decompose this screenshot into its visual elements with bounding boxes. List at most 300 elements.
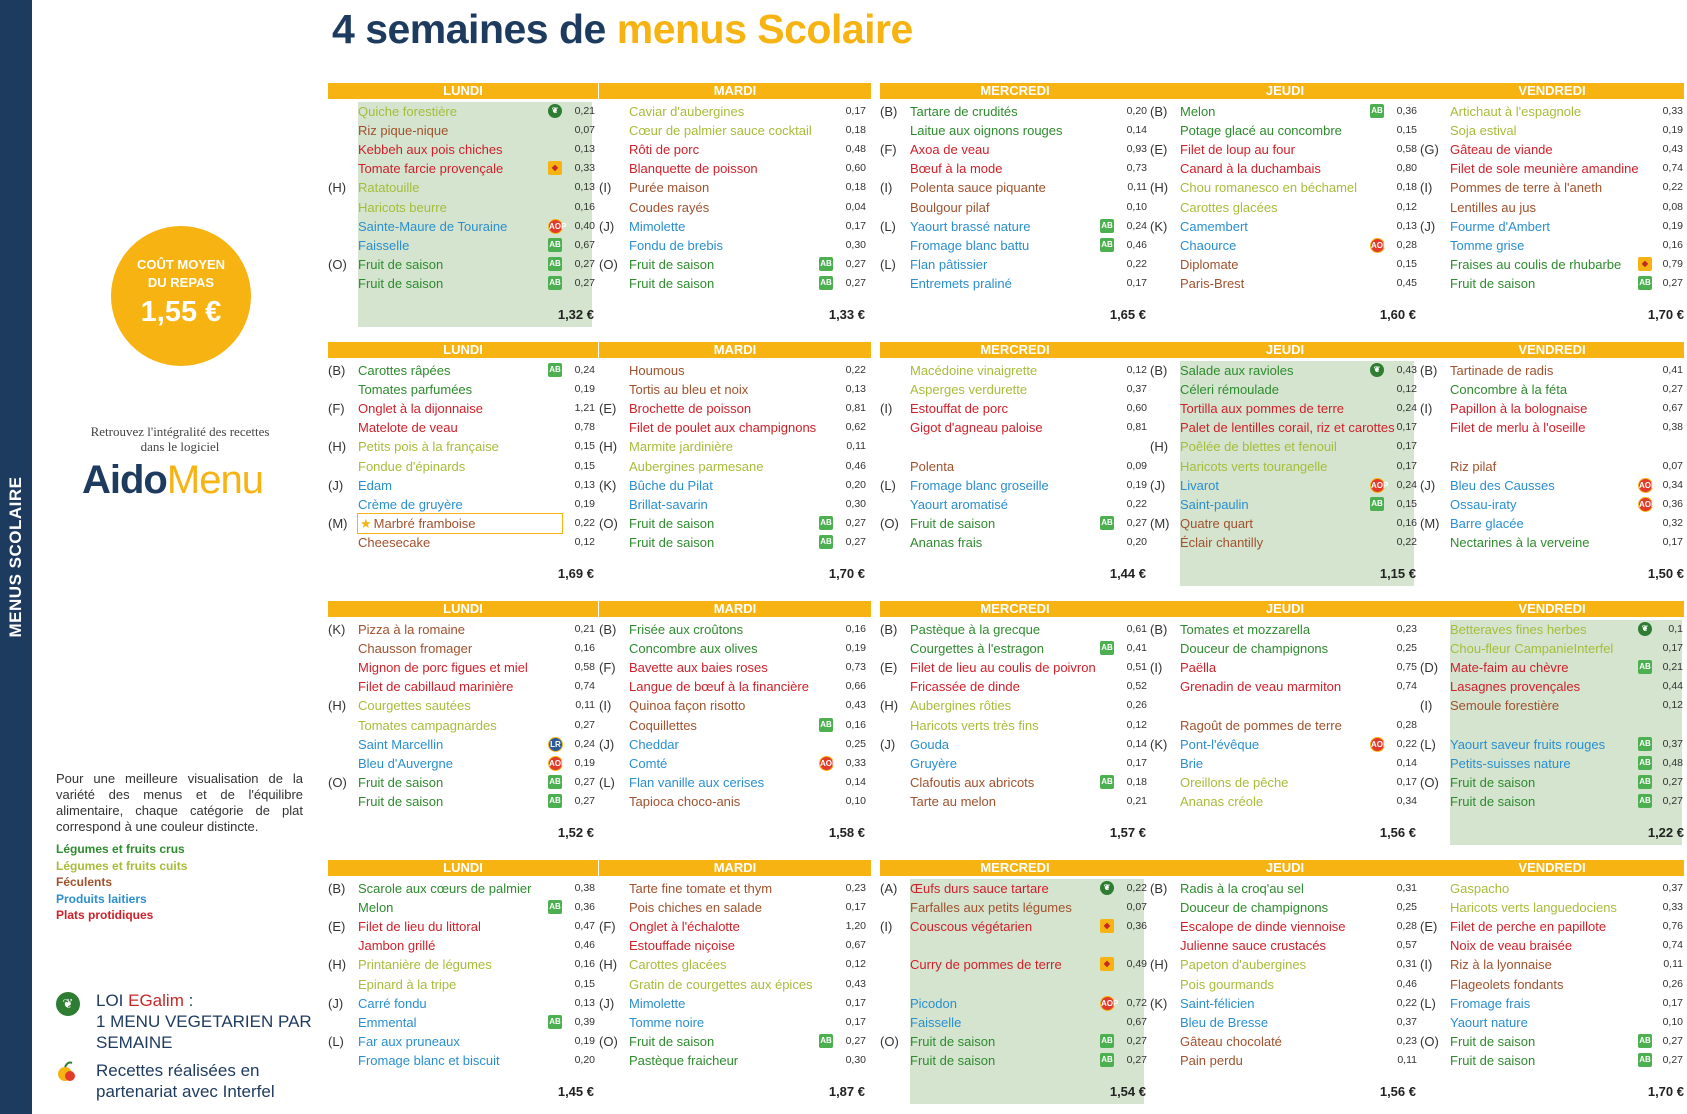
dish-name bbox=[910, 255, 987, 274]
ab-label-icon: AB bbox=[1638, 775, 1652, 789]
menu-item bbox=[328, 879, 596, 898]
dish-label: Clafoutis aux abricots bbox=[910, 774, 1035, 790]
menu-item bbox=[599, 418, 867, 437]
dish-name bbox=[1180, 677, 1341, 696]
item-price: 0,11 bbox=[1127, 181, 1147, 194]
menu-item bbox=[599, 658, 867, 677]
dish-label: Fruit de saison bbox=[629, 275, 715, 291]
menu-item bbox=[1150, 696, 1418, 715]
dish-name bbox=[910, 1032, 995, 1051]
dish-name bbox=[910, 658, 1096, 677]
legend-item: Légumes et fruits crus bbox=[56, 842, 185, 856]
dish-label: Aubergines rôties bbox=[910, 698, 1012, 714]
dish-label: Oreillons de pêche bbox=[1180, 774, 1289, 790]
dish-name bbox=[910, 380, 1027, 399]
item-price: 0,20 bbox=[574, 1053, 595, 1066]
item-price: 0,31 bbox=[1396, 882, 1417, 894]
item-price: 0,67 bbox=[574, 238, 595, 251]
day-header-mercredi: MERCREDI bbox=[880, 601, 1150, 617]
item-price: 0,16 bbox=[574, 958, 595, 971]
dish-name bbox=[910, 639, 1044, 658]
dish-name bbox=[629, 975, 813, 994]
dish-name bbox=[1450, 696, 1559, 715]
day-total: 1,58 € bbox=[828, 825, 865, 840]
dish-name bbox=[1180, 639, 1328, 658]
day-header-mardi: MARDI bbox=[599, 601, 871, 617]
day-menu bbox=[880, 879, 1148, 1104]
item-price: 0,27 bbox=[574, 794, 595, 807]
dish-label: Entremets praliné bbox=[910, 275, 1012, 291]
legend-item: Plats protidiques bbox=[56, 908, 154, 922]
item-price: 0,78 bbox=[574, 421, 595, 434]
item-price: 0,20 bbox=[1126, 105, 1147, 117]
dish-name bbox=[358, 773, 443, 792]
dish-label: Ananas créole bbox=[1180, 793, 1264, 809]
menu-item bbox=[1420, 274, 1684, 293]
dish-label: Poêlée de blettes et fenouil bbox=[1180, 439, 1337, 455]
item-code: (L) bbox=[1420, 736, 1436, 752]
dish-label: Bûche du Pilat bbox=[629, 477, 713, 493]
ab-label-icon: AB bbox=[1100, 775, 1114, 789]
menu-item bbox=[1150, 677, 1418, 696]
item-price: 0,27 bbox=[1662, 775, 1683, 788]
item-price: 0,16 bbox=[574, 642, 595, 655]
menu-item bbox=[880, 102, 1148, 121]
item-price: 0,27 bbox=[1126, 1034, 1147, 1047]
item-price: 0,45 bbox=[1396, 276, 1417, 289]
menu-item bbox=[1150, 898, 1418, 917]
dish-label: Scarole aux cœurs de palmier bbox=[358, 881, 532, 896]
item-price: 0,11 bbox=[575, 699, 595, 712]
item-price: 0,33 bbox=[574, 162, 595, 175]
day-menu bbox=[599, 620, 867, 845]
dish-label: Pois chiches en salade bbox=[629, 900, 762, 916]
dish-name bbox=[1450, 514, 1524, 533]
dish-name bbox=[1450, 495, 1516, 514]
item-price: 0,43 bbox=[845, 977, 866, 990]
menu-item bbox=[880, 457, 1148, 476]
dish-name bbox=[358, 514, 562, 533]
dish-name bbox=[1450, 255, 1621, 274]
item-price: 0,12 bbox=[574, 535, 595, 548]
menu-item bbox=[328, 178, 596, 197]
menu-item bbox=[328, 457, 596, 476]
dish-label: Blanquette de poisson bbox=[629, 161, 758, 177]
dish-label: Ragoût de pommes de terre bbox=[1180, 717, 1342, 733]
ab-label-icon: AB bbox=[1370, 104, 1384, 118]
menu-item bbox=[599, 735, 867, 754]
dish-label: Papeton d'aubergines bbox=[1180, 957, 1307, 973]
dish-label: Quiche forestière bbox=[358, 104, 457, 119]
item-price: 0,14 bbox=[845, 775, 866, 788]
item-price: 0,58 bbox=[574, 661, 595, 674]
day-header-vendredi: VENDREDI bbox=[1420, 83, 1684, 99]
day-total: 1,70 € bbox=[828, 566, 865, 581]
dish-label: Fruit de saison bbox=[910, 515, 996, 531]
menu-item bbox=[599, 792, 867, 811]
item-price: 0,12 bbox=[1396, 200, 1417, 213]
item-price: 0,27 bbox=[1662, 794, 1683, 807]
dish-label: Quinoa façon risotto bbox=[629, 698, 746, 714]
dish-label: Axoa de veau bbox=[910, 142, 990, 158]
dish-label: Fruit de saison bbox=[910, 1033, 996, 1049]
dish-name bbox=[1450, 754, 1571, 773]
dish-name bbox=[910, 418, 1043, 437]
day-menu bbox=[1150, 361, 1418, 586]
dish-label: Lentilles au jus bbox=[1450, 199, 1536, 215]
dish-label: Fraises au coulis de rhubarbe bbox=[1450, 256, 1622, 272]
dish-name bbox=[358, 102, 457, 121]
dish-name bbox=[629, 1051, 738, 1070]
day-total: 1,15 € bbox=[1379, 566, 1416, 581]
dish-name bbox=[629, 255, 714, 274]
dish-label: Chaource bbox=[1180, 237, 1237, 253]
dish-name bbox=[1180, 399, 1344, 418]
item-price: 0,13 bbox=[574, 181, 595, 194]
dish-name bbox=[629, 418, 816, 437]
menu-item bbox=[328, 140, 596, 159]
item-price: 0,17 bbox=[1662, 642, 1683, 655]
item-price: 0,80 bbox=[1396, 162, 1417, 175]
dish-name bbox=[358, 1032, 460, 1051]
logo-part2: Menu bbox=[166, 458, 263, 502]
menu-item bbox=[1150, 1051, 1418, 1070]
item-price: 0,24 bbox=[1126, 219, 1147, 232]
item-code: (H) bbox=[880, 698, 899, 714]
dish-name bbox=[910, 236, 1029, 255]
menu-item bbox=[880, 399, 1148, 418]
item-price: 0,19 bbox=[574, 383, 595, 396]
day-total: 1,45 € bbox=[557, 1084, 594, 1099]
item-code: (J) bbox=[1150, 477, 1166, 493]
dish-label: Tarte fine tomate et thym bbox=[629, 881, 773, 896]
dish-name bbox=[1180, 975, 1274, 994]
dish-label: Julienne sauce crustacés bbox=[1180, 938, 1326, 954]
dish-name bbox=[1450, 236, 1524, 255]
dish-name bbox=[1450, 533, 1589, 552]
dish-label: Ratatouille bbox=[358, 180, 420, 196]
menu-item bbox=[1420, 140, 1684, 159]
menu-item bbox=[1420, 620, 1684, 639]
item-price: 0,43 bbox=[1662, 143, 1683, 156]
day-header-lundi: LUNDI bbox=[328, 342, 598, 358]
item-price: 0,28 bbox=[1396, 238, 1417, 251]
dish-name bbox=[910, 457, 954, 476]
dish-label: Pain perdu bbox=[1180, 1052, 1243, 1068]
dish-label: Yaourt brassé nature bbox=[910, 218, 1031, 234]
menu-item bbox=[880, 178, 1148, 197]
ab-label-icon: AB bbox=[1638, 1053, 1652, 1067]
day-header-mardi: MARDI bbox=[599, 342, 871, 358]
dish-label: Picodon bbox=[910, 995, 957, 1011]
item-price: 0,93 bbox=[1126, 143, 1147, 156]
menu-item bbox=[1420, 217, 1684, 236]
dish-label: Fruit de saison bbox=[910, 1052, 996, 1068]
dish-name bbox=[1180, 236, 1236, 255]
dish-name bbox=[629, 898, 762, 917]
dish-label: Fruit de saison bbox=[1450, 1033, 1536, 1049]
item-price: 0,37 bbox=[1126, 383, 1147, 396]
menu-item bbox=[599, 178, 867, 197]
day-header-vendredi: VENDREDI bbox=[1420, 601, 1684, 617]
item-price: 0,18 bbox=[1126, 775, 1147, 788]
item-price: 0,24 bbox=[574, 737, 595, 750]
menu-item bbox=[1150, 399, 1418, 418]
dish-label: Douceur de champignons bbox=[1180, 641, 1329, 657]
fr-label-icon: ◆ bbox=[1638, 257, 1652, 271]
dish-label: Palet de lentilles corail, riz et carottes bbox=[1180, 420, 1395, 436]
day-total: 1,69 € bbox=[557, 566, 594, 581]
dish-name bbox=[1450, 936, 1572, 955]
menu-item bbox=[1420, 696, 1684, 715]
menu-item bbox=[328, 495, 596, 514]
dish-label: Fruit de saison bbox=[358, 774, 444, 790]
ab-label-icon: AB bbox=[1100, 516, 1114, 530]
dish-label: Tapioca choco-anis bbox=[629, 793, 741, 809]
item-price: 0,52 bbox=[1126, 680, 1147, 693]
item-price: 0,12 bbox=[1126, 718, 1147, 731]
item-price: 0,67 bbox=[1126, 1015, 1147, 1028]
dish-label: Frisée aux croûtons bbox=[629, 622, 744, 637]
dish-name bbox=[629, 955, 727, 974]
item-price: 0,25 bbox=[1396, 901, 1417, 914]
menu-item bbox=[1150, 639, 1418, 658]
menu-item bbox=[328, 917, 596, 936]
menu-item bbox=[1420, 1032, 1684, 1051]
menu-item bbox=[599, 773, 867, 792]
item-price: 0,27 bbox=[574, 276, 595, 289]
dish-name bbox=[358, 792, 443, 811]
dish-name bbox=[1180, 994, 1254, 1013]
item-code: (B) bbox=[1150, 881, 1168, 896]
dish-name bbox=[358, 476, 392, 495]
dish-label: Lasagnes provençales bbox=[1450, 679, 1581, 695]
menu-item bbox=[1150, 495, 1418, 514]
title-part1: 4 semaines de bbox=[332, 6, 617, 52]
item-code: (B) bbox=[599, 622, 617, 637]
dish-name bbox=[358, 955, 492, 974]
menu-item bbox=[328, 677, 596, 696]
aop-label-icon: AOP bbox=[1370, 478, 1385, 493]
menu-item bbox=[1420, 159, 1684, 178]
dish-label: Filet de merlu à l'oseille bbox=[1450, 420, 1586, 436]
menu-item bbox=[880, 754, 1148, 773]
menu-item bbox=[328, 639, 596, 658]
item-price: 0,22 bbox=[1396, 996, 1417, 1009]
menu-item bbox=[599, 140, 867, 159]
dish-name bbox=[1180, 533, 1263, 552]
dish-label: Mignon de porc figues et miel bbox=[358, 660, 528, 676]
dish-name bbox=[358, 437, 499, 456]
item-price: 0,13 bbox=[845, 383, 866, 396]
dish-name bbox=[1180, 754, 1203, 773]
day-menu bbox=[328, 620, 596, 845]
dish-name bbox=[358, 677, 513, 696]
menu-item bbox=[1420, 936, 1684, 955]
dish-label: Saint Marcellin bbox=[358, 736, 444, 752]
day-menu bbox=[599, 361, 867, 586]
ab-label-icon: AB bbox=[1638, 756, 1652, 770]
item-code: (K) bbox=[328, 622, 346, 637]
item-price: 0,04 bbox=[845, 200, 866, 213]
item-price: 0,1 bbox=[1668, 623, 1683, 635]
dish-name bbox=[629, 994, 685, 1013]
menu-item bbox=[1420, 975, 1684, 994]
dish-name bbox=[910, 399, 1008, 418]
dish-label: Gaspacho bbox=[1450, 881, 1510, 896]
item-code: (H) bbox=[328, 957, 347, 973]
menu-item bbox=[328, 255, 596, 274]
dish-name bbox=[1180, 792, 1263, 811]
item-price: 0,21 bbox=[574, 623, 595, 635]
item-price: 0,27 bbox=[1662, 383, 1683, 396]
menu-item bbox=[1420, 121, 1684, 140]
item-code: (B) bbox=[1150, 104, 1168, 119]
menu-item bbox=[1150, 792, 1418, 811]
veg-label-icon: ❦ bbox=[1370, 363, 1384, 377]
dish-name bbox=[629, 361, 685, 380]
menu-item bbox=[880, 677, 1148, 696]
dish-label: Tomate farcie provençale bbox=[358, 161, 504, 177]
dish-name bbox=[629, 754, 667, 773]
menu-item bbox=[1150, 955, 1418, 974]
ab-label-icon: AB bbox=[548, 900, 562, 914]
day-header-jeudi: JEUDI bbox=[1150, 860, 1420, 876]
item-price: 0,79 bbox=[1662, 257, 1683, 270]
item-price: 0,46 bbox=[1126, 238, 1147, 251]
aop-label-icon: AOP bbox=[1370, 737, 1385, 752]
dish-name bbox=[1450, 121, 1516, 140]
day-menu bbox=[328, 102, 596, 327]
item-price: 0,09 bbox=[1126, 459, 1147, 472]
dish-name bbox=[1180, 620, 1310, 639]
item-code: (H) bbox=[599, 439, 618, 455]
promo-text: Retrouvez l'intégralité des recettes dans le logiciel bbox=[90, 424, 270, 454]
item-price: 0,22 bbox=[1396, 535, 1417, 548]
dish-label: Polenta sauce piquante bbox=[910, 180, 1046, 196]
legend-item: Produits laitiers bbox=[56, 891, 147, 906]
dish-label: Coudes rayés bbox=[629, 199, 710, 215]
dish-label: Bleu des Causses bbox=[1450, 477, 1555, 493]
dish-name bbox=[910, 217, 1030, 236]
dish-name bbox=[1180, 1013, 1268, 1032]
menu-item bbox=[599, 1032, 867, 1051]
dish-label: Bavette aux baies roses bbox=[629, 660, 768, 676]
item-price: 0,27 bbox=[1662, 1053, 1683, 1066]
menu-item bbox=[599, 696, 867, 715]
item-price: 1,21 bbox=[574, 402, 595, 415]
dish-name bbox=[910, 495, 1008, 514]
dish-label: Papillon à la bolognaise bbox=[1450, 401, 1588, 417]
day-header-lundi: LUNDI bbox=[328, 83, 598, 99]
dish-name bbox=[1450, 975, 1563, 994]
dish-label: Haricots beurre bbox=[358, 199, 447, 215]
dish-label: Betteraves fines herbes bbox=[1450, 622, 1587, 637]
menu-item bbox=[1420, 639, 1684, 658]
item-code: (L) bbox=[599, 774, 615, 790]
item-price: 0,17 bbox=[1396, 421, 1417, 434]
menu-item bbox=[1420, 1051, 1684, 1070]
menu-item bbox=[599, 457, 867, 476]
dish-label: Pastèque fraicheur bbox=[629, 1052, 739, 1068]
menu-item bbox=[880, 620, 1148, 639]
page-title bbox=[332, 6, 913, 53]
menu-item bbox=[880, 936, 1148, 955]
item-code: (J) bbox=[599, 995, 615, 1011]
item-price: 0,24 bbox=[1396, 402, 1417, 415]
ab-label-icon: AB bbox=[819, 516, 833, 530]
item-price: 0,33 bbox=[1662, 105, 1683, 117]
day-menu bbox=[1150, 620, 1418, 845]
item-price: 0,13 bbox=[1396, 219, 1417, 232]
fr-label-icon: ◆ bbox=[548, 161, 562, 175]
dish-name bbox=[358, 936, 435, 955]
ab-label-icon: AB bbox=[548, 238, 562, 252]
lr-label-icon: LR bbox=[548, 737, 563, 752]
item-price: 0,07 bbox=[1126, 901, 1147, 914]
menu-item bbox=[1420, 437, 1684, 456]
dish-label: Diplomate bbox=[1180, 256, 1239, 272]
day-header-vendredi: VENDREDI bbox=[1420, 342, 1684, 358]
dish-label: Flageolets fondants bbox=[1450, 976, 1564, 992]
item-price: 0,12 bbox=[845, 958, 866, 971]
item-price: 0,34 bbox=[1662, 478, 1683, 491]
ab-label-icon: AB bbox=[1638, 794, 1652, 808]
day-total: 1,54 € bbox=[1109, 1084, 1146, 1099]
menu-item bbox=[880, 217, 1148, 236]
item-price: 0,36 bbox=[1396, 105, 1417, 117]
dish-label: Couscous végétarien bbox=[910, 919, 1033, 935]
menu-item bbox=[1420, 399, 1684, 418]
dish-name bbox=[910, 121, 1063, 140]
dish-name bbox=[629, 879, 772, 898]
item-code: (M) bbox=[1420, 515, 1440, 531]
item-price: 0,12 bbox=[1126, 364, 1147, 376]
menu-item bbox=[1420, 658, 1684, 677]
dish-name bbox=[1450, 418, 1585, 437]
dish-label: Gigot d'agneau paloise bbox=[910, 420, 1043, 436]
dish-label: Flan vanille aux cerises bbox=[629, 774, 765, 790]
dish-label: Pont-l'évêque bbox=[1180, 736, 1260, 752]
day-header-jeudi: JEUDI bbox=[1150, 342, 1420, 358]
dish-name bbox=[1180, 380, 1279, 399]
day-header-mardi: MARDI bbox=[599, 860, 871, 876]
dish-name bbox=[358, 361, 451, 380]
item-price: 0,27 bbox=[845, 257, 866, 270]
ab-label-icon: AB bbox=[819, 718, 833, 732]
dish-label: Polenta bbox=[910, 458, 955, 474]
dish-name bbox=[1450, 159, 1639, 178]
law-suffix: : bbox=[183, 991, 194, 1010]
menu-item bbox=[328, 1032, 596, 1051]
item-code: (E) bbox=[1150, 142, 1168, 158]
menu-item bbox=[599, 994, 867, 1013]
dish-name bbox=[629, 198, 709, 217]
dish-label: Filet de perche en papillote bbox=[1450, 919, 1607, 935]
dish-label: Purée maison bbox=[629, 180, 710, 196]
menu-item bbox=[880, 418, 1148, 437]
dish-name bbox=[1180, 274, 1244, 293]
item-code: (J) bbox=[880, 736, 896, 752]
dish-name bbox=[1450, 361, 1553, 380]
menu-item bbox=[1420, 1013, 1684, 1032]
dish-label: Estouffade niçoise bbox=[629, 938, 735, 954]
item-price: 0,19 bbox=[845, 642, 866, 655]
dish-label: Laitue aux oignons rouges bbox=[910, 123, 1063, 139]
item-code: (H) bbox=[1150, 439, 1169, 455]
day-menu bbox=[1420, 361, 1684, 586]
dish-label: Tortilla aux pommes de terre bbox=[1180, 401, 1345, 417]
